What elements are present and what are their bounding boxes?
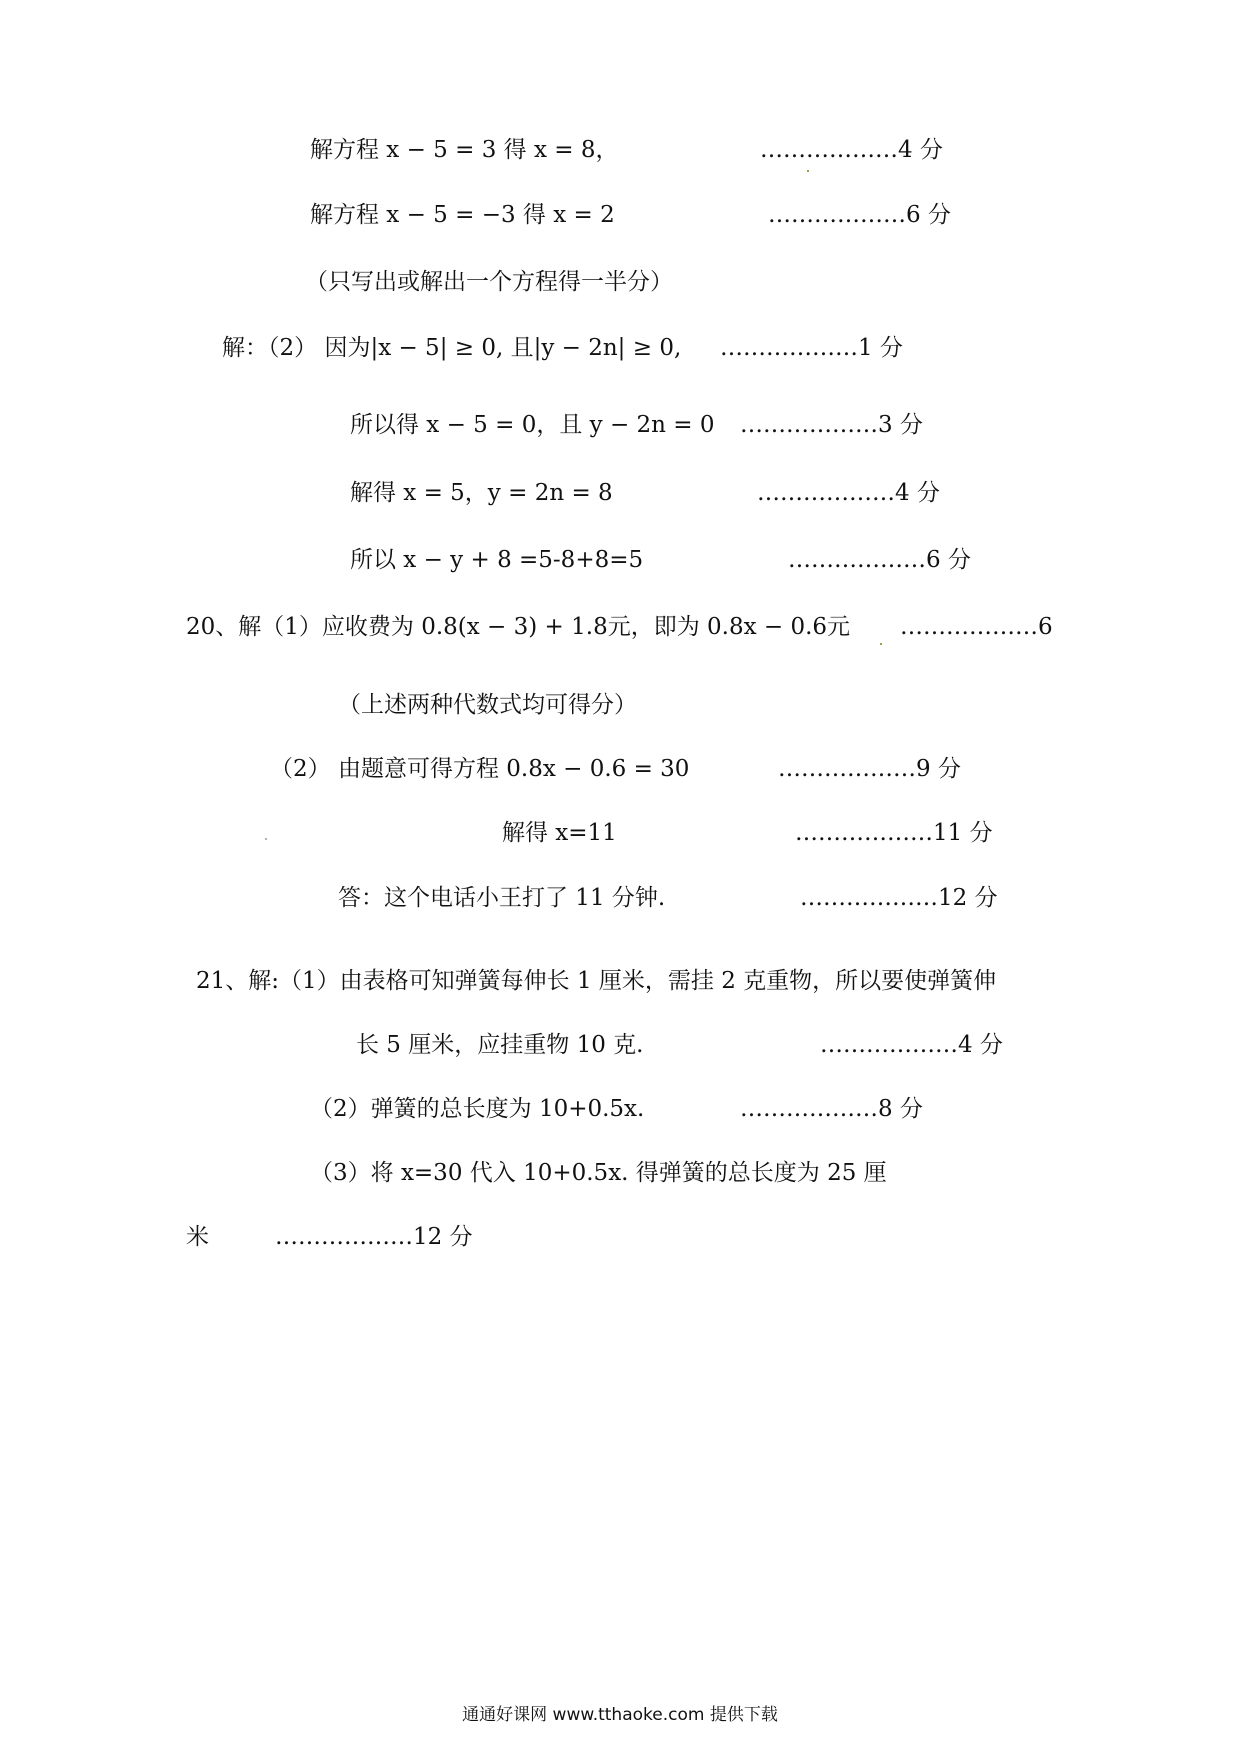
line-note: （上述两种代数式均可得分） xyxy=(338,692,637,718)
line-text: 解得 x = 5，y = 2n = 8 xyxy=(350,480,613,506)
score-label: ………………6 xyxy=(900,614,1053,640)
scan-dot xyxy=(880,643,882,645)
line-text: 21、解:（1）由表格可知弹簧每伸长 1 厘米，需挂 2 克重物，所以要使弹簧伸 xyxy=(196,968,997,994)
line-text: 解：（2） 因为|x − 5| ≥ 0, 且|y − 2n| ≥ 0, xyxy=(222,335,682,361)
line-text: （3）将 x=30 代入 10+0.5x. 得弹簧的总长度为 25 厘 xyxy=(310,1160,887,1186)
line-text: （2） 由题意可得方程 0.8x − 0.6 = 30 xyxy=(270,756,690,782)
score-label: ………………8 分 xyxy=(740,1096,923,1122)
score-label: ………………6 分 xyxy=(788,547,971,573)
line-text: 米 xyxy=(186,1224,209,1250)
score-label: ………………1 分 xyxy=(720,335,903,361)
line-text: 长 5 厘米，应挂重物 10 克. xyxy=(356,1032,644,1058)
page-footer: 通通好课网 www.tthaoke.com 提供下载 xyxy=(462,1705,778,1725)
line-text: 所以 x − y + 8 =5-8+8=5 xyxy=(350,547,644,573)
line-text: 解得 x=11 xyxy=(502,820,617,846)
line-note: （只写出或解出一个方程得一半分） xyxy=(305,269,673,295)
scan-dot xyxy=(807,170,809,172)
score-label: ………………6 分 xyxy=(768,202,951,228)
scan-dot xyxy=(265,838,267,840)
score-label: ………………4 分 xyxy=(820,1032,1003,1058)
line-text: 答：这个电话小王打了 11 分钟. xyxy=(338,885,666,911)
score-label: ………………12 分 xyxy=(275,1224,473,1250)
line-text: （2）弹簧的总长度为 10+0.5x. xyxy=(310,1096,645,1122)
line-text: 所以得 x − 5 = 0，且 y − 2n = 0 xyxy=(350,412,715,438)
score-label: ………………4 分 xyxy=(757,480,940,506)
line-text: 解方程 x − 5 = −3 得 x = 2 xyxy=(310,202,615,228)
score-label: ………………12 分 xyxy=(800,885,998,911)
score-label: ………………9 分 xyxy=(778,756,961,782)
line-text: 解方程 x − 5 = 3 得 x = 8， xyxy=(310,137,619,163)
score-label: ………………3 分 xyxy=(740,412,923,438)
line-text: 20、解（1）应收费为 0.8(x − 3) + 1.8元，即为 0.8x − 0.6元 xyxy=(186,614,851,640)
score-label: ………………11 分 xyxy=(795,820,993,846)
score-label: ………………4 分 xyxy=(760,137,943,163)
